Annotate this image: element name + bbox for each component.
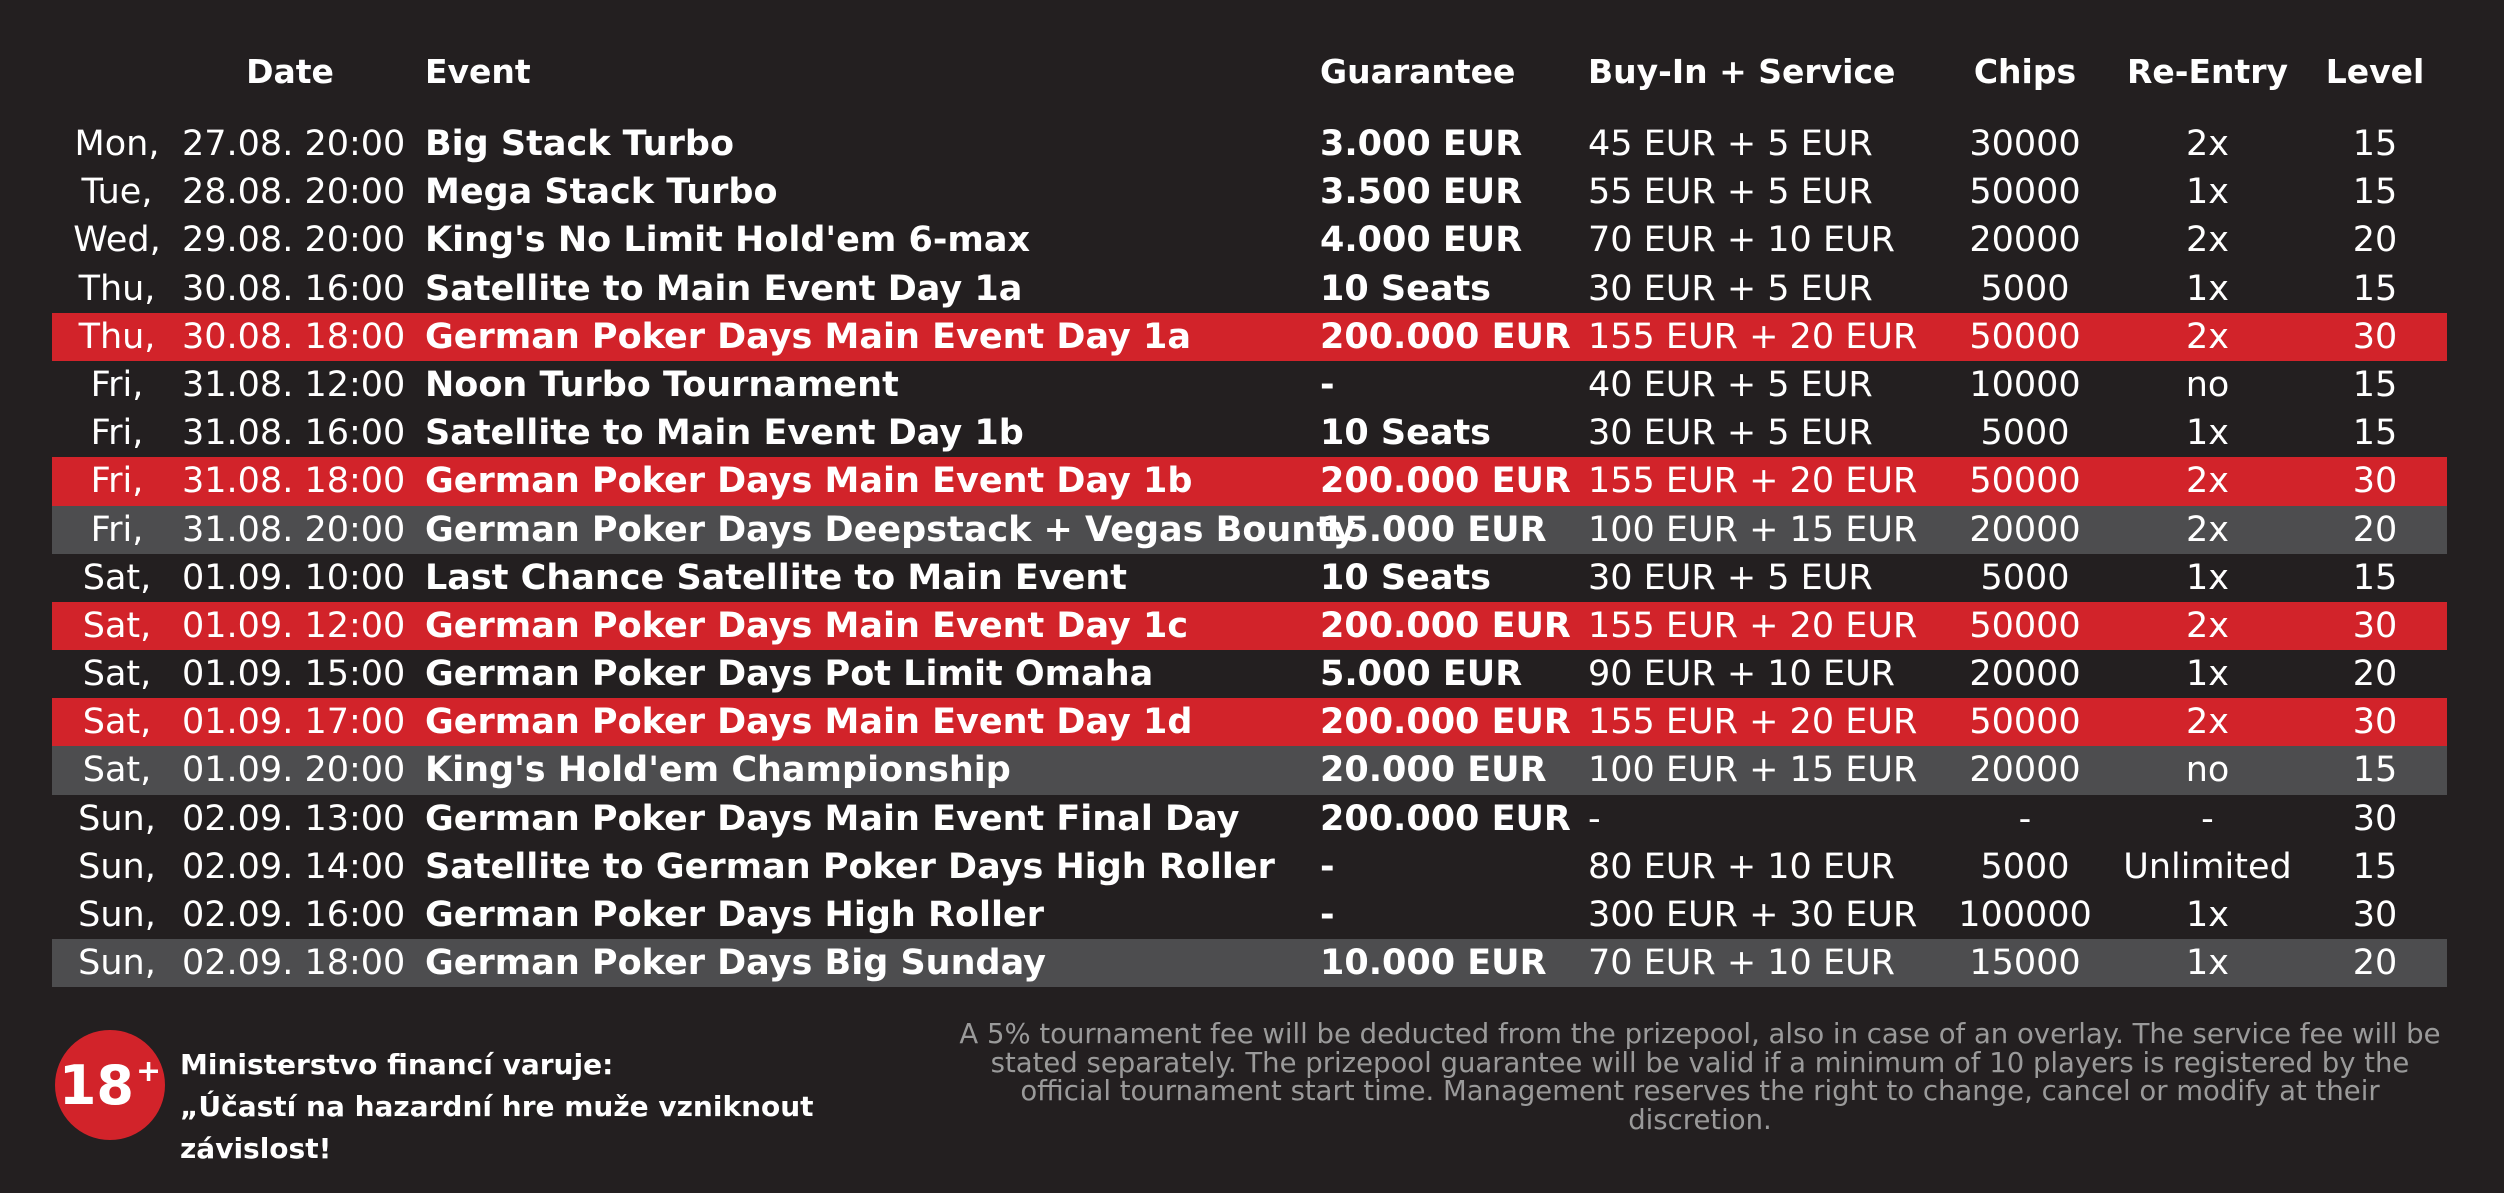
- cell-guarantee: 5.000 EUR: [1320, 654, 1523, 695]
- cell-date: 31.08. 20:00: [182, 509, 406, 550]
- cell-chips: 50000: [1969, 172, 2081, 213]
- table-row: [52, 506, 2447, 554]
- cell-reentry: 2x: [2186, 124, 2229, 164]
- cell-date: 01.09. 17:00: [182, 702, 406, 743]
- cell-event: King's Hold'em Championship: [425, 750, 1011, 791]
- cell-reentry: 2x: [2186, 605, 2229, 646]
- cell-event: Satellite to Main Event Day 1b: [425, 413, 1024, 454]
- cell-buyin: 30 EUR + 5 EUR: [1588, 557, 1873, 598]
- cell-day: Sat,: [82, 605, 152, 646]
- cell-day: Thu,: [78, 268, 156, 309]
- cell-reentry: 2x: [2186, 220, 2229, 261]
- table-row: [52, 602, 2447, 650]
- cell-buyin: 30 EUR + 5 EUR: [1588, 268, 1873, 309]
- cell-buyin: 55 EUR + 5 EUR: [1588, 172, 1873, 213]
- cell-level: 15: [2352, 413, 2398, 454]
- cell-day: Sat,: [82, 557, 152, 598]
- cell-buyin: 70 EUR + 10 EUR: [1588, 220, 1896, 261]
- cell-chips: 5000: [1980, 846, 2070, 887]
- cell-chips: 50000: [1969, 702, 2081, 743]
- cell-day: Sun,: [78, 798, 156, 839]
- warning-line-1: Ministerstvo financí varuje:: [180, 1048, 614, 1081]
- cell-reentry: 2x: [2186, 461, 2229, 502]
- cell-date: 01.09. 10:00: [182, 557, 406, 598]
- cell-date: 30.08. 16:00: [182, 268, 406, 309]
- table-row: [52, 746, 2447, 794]
- cell-buyin: 100 EUR + 15 EUR: [1588, 509, 1918, 550]
- cell-level: 30: [2352, 702, 2398, 743]
- cell-chips: 20000: [1969, 654, 2081, 695]
- cell-reentry: Unlimited: [2123, 846, 2292, 887]
- cell-level: 30: [2352, 316, 2398, 357]
- table-row: [52, 120, 2447, 168]
- header-chips: Chips: [1973, 52, 2077, 91]
- cell-reentry: 1x: [2186, 654, 2229, 695]
- cell-guarantee: 3.500 EUR: [1320, 172, 1523, 213]
- cell-date: 01.09. 15:00: [182, 654, 406, 695]
- gambling-warning: [180, 1044, 940, 1170]
- disclaimer-text: A 5% tournament fee will be deducted from the prizepool, also in case of an overlay. The service fee will be stated separately. The prizepool guarantee will be valid if a minimum of 10 players is registered by the official tournament start time. Management reserves the right to change, cancel or modify at their discretion.: [959, 1018, 2441, 1136]
- cell-chips: 5000: [1980, 413, 2070, 454]
- cell-buyin: 155 EUR + 20 EUR: [1588, 702, 1918, 743]
- cell-level: 15: [2352, 364, 2398, 405]
- cell-guarantee: 15.000 EUR: [1320, 509, 1547, 550]
- cell-event: Satellite to German Poker Days High Roller: [425, 846, 1275, 887]
- cell-day: Fri,: [90, 364, 144, 405]
- cell-chips: 20000: [1969, 509, 2081, 550]
- table-row: [52, 168, 2447, 216]
- cell-date: 01.09. 20:00: [182, 750, 406, 791]
- cell-date: 02.09. 13:00: [182, 798, 406, 839]
- cell-event: German Poker Days Main Event Day 1c: [425, 605, 1189, 646]
- cell-chips: 50000: [1969, 605, 2081, 646]
- cell-buyin: 45 EUR + 5 EUR: [1588, 124, 1873, 164]
- cell-reentry: 1x: [2186, 268, 2229, 309]
- cell-day: Sun,: [78, 943, 156, 984]
- cell-day: Sat,: [82, 750, 152, 791]
- cell-day: Fri,: [90, 461, 144, 502]
- cell-reentry: 2x: [2186, 509, 2229, 550]
- table-row: [52, 650, 2447, 698]
- cell-day: Sat,: [82, 654, 152, 695]
- cell-reentry: 1x: [2186, 943, 2229, 984]
- cell-event: German Poker Days Main Event Final Day: [425, 798, 1240, 839]
- cell-buyin: 155 EUR + 20 EUR: [1588, 461, 1918, 502]
- table-row: [52, 265, 2447, 313]
- cell-guarantee: 10.000 EUR: [1320, 943, 1547, 984]
- cell-reentry: no: [2185, 750, 2230, 791]
- cell-level: 15: [2352, 750, 2398, 791]
- cell-chips: 100000: [1958, 895, 2092, 935]
- table-row: [52, 313, 2447, 361]
- cell-guarantee: -: [1320, 895, 1335, 935]
- cell-day: Wed,: [73, 220, 161, 261]
- cell-guarantee: 200.000 EUR: [1320, 798, 1571, 839]
- cell-event: German Poker Days Big Sunday: [425, 943, 1046, 984]
- cell-day: Sat,: [82, 702, 152, 743]
- cell-guarantee: 10 Seats: [1320, 413, 1492, 454]
- cell-event: German Poker Days Deepstack + Vegas Bounty: [425, 509, 1356, 550]
- cell-date: 30.08. 18:00: [182, 316, 406, 357]
- cell-day: Tue,: [81, 172, 153, 213]
- cell-level: 30: [2352, 895, 2398, 935]
- cell-guarantee: 200.000 EUR: [1320, 702, 1571, 743]
- cell-level: 30: [2352, 798, 2398, 839]
- cell-reentry: 1x: [2186, 413, 2229, 454]
- cell-date: 02.09. 18:00: [182, 943, 406, 984]
- cell-event: King's No Limit Hold'em 6-max: [425, 220, 1031, 261]
- table-row: [52, 409, 2447, 457]
- cell-reentry: 2x: [2186, 316, 2229, 357]
- cell-level: 20: [2352, 654, 2398, 695]
- age-badge-number: 18: [58, 1053, 134, 1117]
- table-row: [52, 939, 2447, 987]
- cell-guarantee: 200.000 EUR: [1320, 461, 1571, 502]
- cell-date: 31.08. 16:00: [182, 413, 406, 454]
- header-guarantee: Guarantee: [1320, 52, 1516, 91]
- cell-guarantee: 4.000 EUR: [1320, 220, 1523, 261]
- cell-event: German Poker Days High Roller: [425, 895, 1044, 935]
- cell-guarantee: -: [1320, 364, 1335, 405]
- cell-buyin: 155 EUR + 20 EUR: [1588, 605, 1918, 646]
- cell-guarantee: 200.000 EUR: [1320, 316, 1571, 357]
- cell-level: 15: [2352, 124, 2398, 164]
- table-row: [52, 554, 2447, 602]
- cell-day: Sun,: [78, 895, 156, 935]
- cell-reentry: 1x: [2186, 895, 2229, 935]
- cell-reentry: -: [2201, 798, 2214, 839]
- cell-event: German Poker Days Main Event Day 1d: [425, 702, 1193, 743]
- cell-date: 01.09. 12:00: [182, 605, 406, 646]
- cell-date: 02.09. 14:00: [182, 846, 406, 887]
- cell-chips: 15000: [1969, 943, 2081, 984]
- cell-buyin: 70 EUR + 10 EUR: [1588, 943, 1896, 984]
- cell-chips: 20000: [1969, 750, 2081, 791]
- table-row: [52, 698, 2447, 746]
- cell-level: 15: [2352, 172, 2398, 213]
- cell-level: 20: [2352, 509, 2398, 550]
- header-reentry: Re-Entry: [2126, 52, 2289, 91]
- cell-chips: 30000: [1969, 124, 2081, 164]
- cell-chips: 50000: [1969, 316, 2081, 357]
- cell-event: Big Stack Turbo: [425, 124, 734, 164]
- table-row: [52, 891, 2447, 939]
- cell-guarantee: 20.000 EUR: [1320, 750, 1547, 791]
- cell-event: Last Chance Satellite to Main Event: [425, 557, 1128, 598]
- cell-chips: -: [2018, 798, 2032, 839]
- cell-buyin: 155 EUR + 20 EUR: [1588, 316, 1918, 357]
- cell-event: Satellite to Main Event Day 1a: [425, 268, 1023, 309]
- cell-day: Fri,: [90, 413, 144, 454]
- cell-reentry: 1x: [2186, 557, 2229, 598]
- header-level: Level: [2325, 52, 2425, 91]
- cell-event: German Poker Days Main Event Day 1a: [425, 316, 1191, 357]
- cell-date: 28.08. 20:00: [182, 172, 406, 213]
- cell-day: Thu,: [78, 316, 156, 357]
- schedule-table: [52, 120, 2447, 987]
- cell-date: 02.09. 16:00: [182, 895, 406, 935]
- cell-reentry: 1x: [2186, 172, 2229, 213]
- cell-guarantee: -: [1320, 846, 1335, 887]
- cell-level: 30: [2352, 605, 2398, 646]
- cell-date: 29.08. 20:00: [182, 220, 406, 261]
- cell-buyin: -: [1588, 798, 1601, 839]
- cell-buyin: 40 EUR + 5 EUR: [1588, 364, 1873, 405]
- cell-level: 20: [2352, 220, 2398, 261]
- cell-level: 15: [2352, 557, 2398, 598]
- cell-buyin: 90 EUR + 10 EUR: [1588, 654, 1896, 695]
- cell-reentry: no: [2185, 364, 2230, 405]
- cell-buyin: 100 EUR + 15 EUR: [1588, 750, 1918, 791]
- cell-guarantee: 3.000 EUR: [1320, 124, 1523, 164]
- cell-level: 20: [2352, 943, 2398, 984]
- cell-guarantee: 10 Seats: [1320, 268, 1492, 309]
- cell-day: Mon,: [74, 124, 160, 164]
- cell-buyin: 300 EUR + 30 EUR: [1588, 895, 1918, 935]
- cell-chips: 5000: [1980, 557, 2070, 598]
- table-row: [52, 216, 2447, 264]
- cell-level: 15: [2352, 268, 2398, 309]
- cell-event: German Poker Days Pot Limit Omaha: [425, 654, 1154, 695]
- cell-chips: 20000: [1969, 220, 2081, 261]
- table-row: [52, 361, 2447, 409]
- cell-chips: 50000: [1969, 461, 2081, 502]
- cell-level: 15: [2352, 846, 2398, 887]
- warning-line-2: „Účastí na hazardní hre muže vzniknout závislost!: [180, 1090, 814, 1165]
- age-restriction-badge: [55, 1030, 165, 1140]
- cell-chips: 5000: [1980, 268, 2070, 309]
- cell-chips: 10000: [1969, 364, 2081, 405]
- table-row: [52, 795, 2447, 843]
- cell-buyin: 30 EUR + 5 EUR: [1588, 413, 1873, 454]
- header-event: Event: [425, 52, 531, 91]
- header-buyin: Buy-In + Service: [1588, 52, 1896, 91]
- cell-day: Sun,: [78, 846, 156, 887]
- age-badge-plus: +: [136, 1053, 162, 1089]
- cell-event: Mega Stack Turbo: [425, 172, 778, 213]
- cell-guarantee: 10 Seats: [1320, 557, 1492, 598]
- cell-event: Noon Turbo Tournament: [425, 364, 899, 405]
- cell-reentry: 2x: [2186, 702, 2229, 743]
- cell-event: German Poker Days Main Event Day 1b: [425, 461, 1193, 502]
- cell-date: 31.08. 18:00: [182, 461, 406, 502]
- table-row: [52, 843, 2447, 891]
- header-date: Date: [246, 52, 334, 91]
- cell-level: 30: [2352, 461, 2398, 502]
- cell-buyin: 80 EUR + 10 EUR: [1588, 846, 1896, 887]
- cell-guarantee: 200.000 EUR: [1320, 605, 1571, 646]
- cell-day: Fri,: [90, 509, 144, 550]
- cell-date: 27.08. 20:00: [182, 124, 406, 164]
- table-header: [0, 48, 2504, 98]
- table-row: [52, 457, 2447, 505]
- cell-date: 31.08. 12:00: [182, 364, 406, 405]
